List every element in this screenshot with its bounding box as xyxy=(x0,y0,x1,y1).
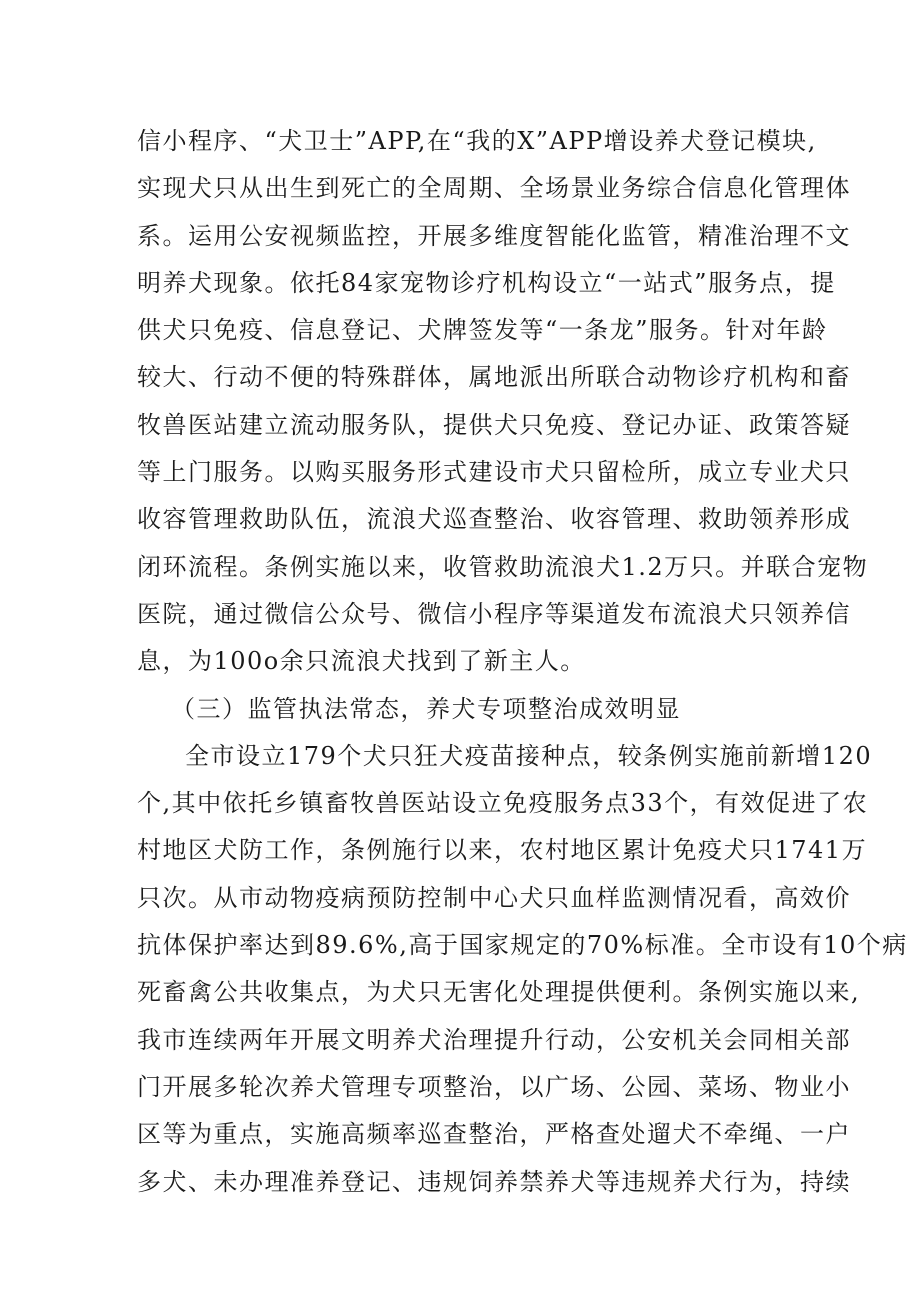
section-heading: （三）监管执法常态，养犬专项整治成效明显 xyxy=(171,694,681,723)
paragraph-line: 系。运用公安视频监控，开展多维度智能化监管，精准治理不文 xyxy=(137,221,851,250)
paragraph-line: 多犬、未办理准养登记、违规饲养禁养犬等违规养犬行为，持续 xyxy=(137,1167,851,1196)
paragraph-line: 信小程序、“犬卫士”APP,在“我的X”APP增设养犬登记模块, xyxy=(137,127,817,155)
paragraph-line: 只次。从市动物疫病预防控制中心犬只血样监测情况看，高效价 xyxy=(137,883,851,912)
paragraph-line: 闭环流程。条例实施以来，收管救助流浪犬1.2万只。并联合宠物 xyxy=(137,552,869,581)
paragraph-line: 门开展多轮次养犬管理专项整治，以广场、公园、菜场、物业小 xyxy=(137,1072,851,1101)
paragraph-line: 实现犬只从出生到死亡的全周期、全场景业务综合信息化管理体 xyxy=(137,174,851,203)
paragraph-line: 我市连续两年开展文明养犬治理提升行动，公安机关会同相关部 xyxy=(137,1025,851,1054)
paragraph-line: 明养犬现象。依托84家宠物诊疗机构设立“一站式”服务点，提 xyxy=(137,268,836,297)
paragraph-line: 村地区犬防工作，条例施行以来，农村地区累计免疫犬只1741万 xyxy=(137,836,868,865)
paragraph-line: 死畜禽公共收集点，为犬只无害化处理提供便利。条例实施以来, xyxy=(137,978,861,1007)
paragraph-line: 收容管理救助队伍，流浪犬巡查整治、收容管理、救助领养形成 xyxy=(137,505,851,534)
paragraph-line: 较大、行动不便的特殊群体，属地派出所联合动物诊疗机构和畜 xyxy=(137,363,851,392)
paragraph-line: 区等为重点，实施高频率巡查整治，严格查处遛犬不牵绳、一户 xyxy=(137,1120,851,1149)
paragraph-line: 全市设立179个犬只狂犬疫苗接种点，较条例实施前新增120 xyxy=(185,741,873,770)
document-body xyxy=(137,118,908,1206)
paragraph-line: 息，为100o余只流浪犬找到了新主人。 xyxy=(137,647,586,676)
paragraph-line: 牧兽医站建立流动服务队，提供犬只免疫、登记办证、政策答疑 xyxy=(137,410,851,439)
paragraph-line: 抗体保护率达到89.6%,高于国家规定的70%标准。全市设有10个病 xyxy=(137,931,908,960)
paragraph-line: 个,其中依托乡镇畜牧兽医站设立免疫服务点33个，有效促进了农 xyxy=(137,789,869,818)
paragraph-line: 供犬只免疫、信息登记、犬牌签发等“一条龙”服务。针对年龄 xyxy=(137,316,828,345)
paragraph-line: 医院，通过微信公众号、微信小程序等渠道发布流浪犬只领养信 xyxy=(137,599,851,628)
paragraph-line: 等上门服务。以购买服务形式建设市犬只留检所，成立专业犬只 xyxy=(137,458,851,487)
